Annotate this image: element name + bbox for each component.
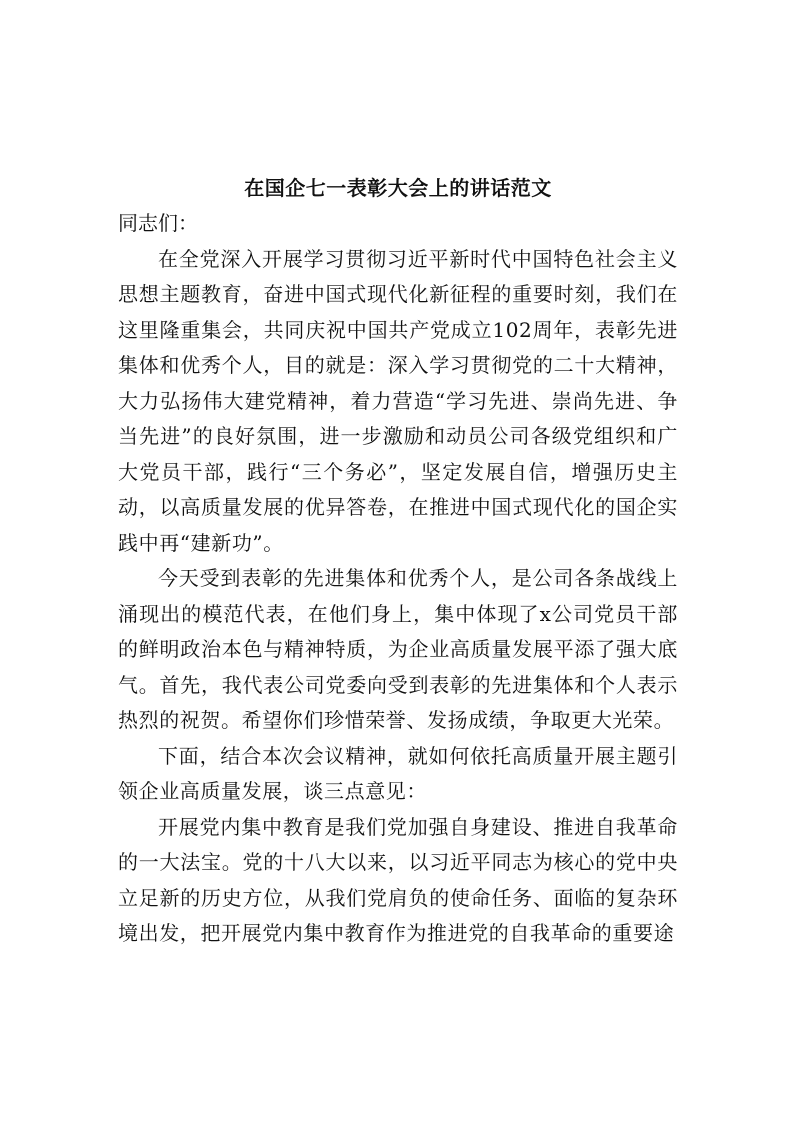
paragraph-4: 开展党内集中教育是我们党加强自身建设、推进自我革命的一大法宝。党的十八大以来，以习近平同志为核心的党中央立足新的历史方位，从我们党肩负的使命任务、面临的复杂环境出发，把开展党内集中教育作为推进党的自我革命的重要途 [118, 814, 678, 945]
paragraph-1: 在全党深入开展学习贯彻习近平新时代中国特色社会主义思想主题教育，奋进中国式现代化新征程的重要时刻，我们在这里隆重集会，共同庆祝中国共产党成立102周年，表彰先进集体和优秀个人，目的就是：深入学习贯彻党的二十大精神，大力弘扬伟大建党精神，着力营造“学习先进、崇尚先进、争当先进”的良好氛围，进一步激励和动员公司各级党组织和广大党员干部，践行“三个务必”，坚定发展自信，增强历史主动，以高质量发展的优异答卷，在推进中国式现代化的国企实践中再“建新功”。 [118, 246, 678, 555]
greeting-line: 同志们： [118, 211, 198, 235]
document-body [118, 170, 678, 952]
document-title: 在国企七一表彰大会上的讲话范文 [244, 176, 552, 200]
paragraph-2: 今天受到表彰的先进集体和优秀个人，是公司各条战线上涌现出的模范代表，在他们身上，集中体现了x公司党员干部的鲜明政治本色与精神特质，为企业高质量发展平添了强大底气。首先，我代表公司党委向受到表彰的先进集体和个人表示热烈的祝贺。希望你们珍惜荣誉、发扬成绩，争取更大光荣。 [118, 566, 678, 732]
paragraph-3: 下面，结合本次会议精神，就如何依托高质量开展主题引领企业高质量发展，谈三点意见： [118, 743, 678, 803]
